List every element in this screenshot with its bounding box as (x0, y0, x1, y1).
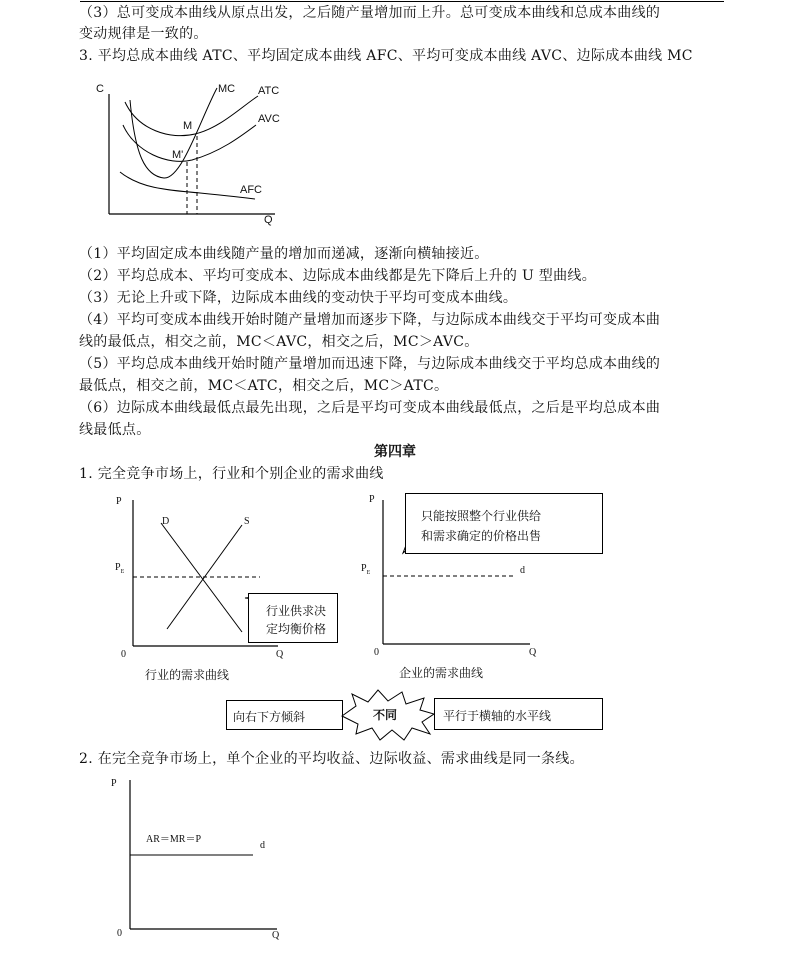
avc-label: AVC (258, 113, 280, 125)
compare-left-text: 向右下方倾斜 (233, 710, 306, 724)
callout-line: 只能按照整个行业供给 (421, 509, 542, 523)
list-item: （4）平均可变成本曲线开始时随产量增加而逐步下降，与边际成本曲线交于平均可变成本曲 (79, 312, 661, 328)
paragraph-line: （3）总可变成本曲线从原点出发，之后随产量增加而上升。总可变成本曲线和总成本曲线的 (79, 5, 661, 21)
atc-label: ATC (258, 85, 280, 97)
compare-right-box (434, 698, 603, 730)
x-axis-label: Q (272, 930, 280, 941)
demand-label: D (162, 516, 170, 527)
firm-callout (405, 493, 603, 554)
x-axis-label: Q (276, 649, 284, 660)
firm-demand-label: d (520, 565, 525, 576)
industry-callout (248, 593, 338, 643)
list-item: （5）平均总成本曲线开始时随产量增加而迅速下降，与边际成本曲线交于平均总成本曲线的 (79, 356, 661, 372)
callout-line: 和需求确定的价格出售 (421, 529, 542, 543)
section-heading: 3. 平均总成本曲线 ATC、平均固定成本曲线 AFC、平均可变成本曲线 AVC、边际成本曲线 MC (79, 48, 693, 64)
list-item: 线最低点。 (79, 422, 151, 438)
supply-label: S (244, 516, 250, 527)
y-axis-label: C (96, 83, 104, 95)
compare-right-text: 平行于横轴的水平线 (443, 709, 552, 723)
section-heading: 2. 在完全竞争市场上，单个企业的平均收益、边际收益、需求曲线是同一条线。 (79, 751, 584, 767)
cost-curves-svg (90, 80, 290, 230)
list-item: 线的最低点，相交之前，MC＜AVC，相交之后，MC＞AVC。 (79, 334, 479, 350)
y-axis-label: P (116, 496, 122, 507)
mc-label: MC (218, 83, 236, 95)
revenue-chart-svg (125, 775, 295, 935)
industry-caption: 行业的需求曲线 (145, 668, 230, 682)
price-label: $P_E$ (361, 563, 371, 576)
x-axis-label: Q (529, 647, 537, 658)
section-heading: 1. 完全竞争市场上，行业和个别企业的需求曲线 (79, 466, 384, 482)
origin-label: 0 (374, 647, 379, 658)
y-axis-label: P (369, 494, 375, 505)
point-m-label: M (183, 120, 193, 132)
list-item: （2）平均总成本、平均可变成本、边际成本曲线都是先下降后上升的 U 型曲线。 (79, 268, 597, 284)
afc-label: AFC (240, 184, 262, 196)
compare-left-box (226, 700, 343, 730)
firm-caption: 企业的需求曲线 (399, 666, 484, 680)
callout-line: 行业供求决 (266, 604, 327, 618)
list-item: （3）无论上升或下降，边际成本曲线的变动快于平均可变成本曲线。 (79, 290, 518, 306)
x-axis-label: Q (264, 214, 273, 226)
origin-label: 0 (121, 649, 126, 660)
chapter-title: 第四章 (374, 444, 416, 460)
point-m-prime-label: M' (172, 149, 184, 161)
origin-label: 0 (117, 928, 122, 939)
y-axis-label: P (111, 778, 117, 789)
compare-center-text: 不同 (373, 708, 398, 722)
demand-label: d (260, 840, 265, 851)
list-item: （1）平均固定成本曲线随产量的增加而递减，逐渐向横轴接近。 (79, 246, 489, 262)
paragraph-line: 变动规律是一致的。 (79, 26, 208, 42)
list-item: 最低点，相交之前，MC＜ATC，相交之后，MC＞ATC。 (79, 378, 449, 394)
callout-line: 定均衡价格 (266, 622, 327, 636)
mc-curve (130, 88, 217, 178)
demand-line (161, 523, 242, 632)
ar-mr-p-label: AR＝MR＝P (146, 834, 202, 845)
list-item: （6）边际成本曲线最低点最先出现，之后是平均可变成本曲线最低点，之后是平均总成本曲 (79, 400, 661, 416)
price-label: $P_E$ (115, 562, 125, 575)
